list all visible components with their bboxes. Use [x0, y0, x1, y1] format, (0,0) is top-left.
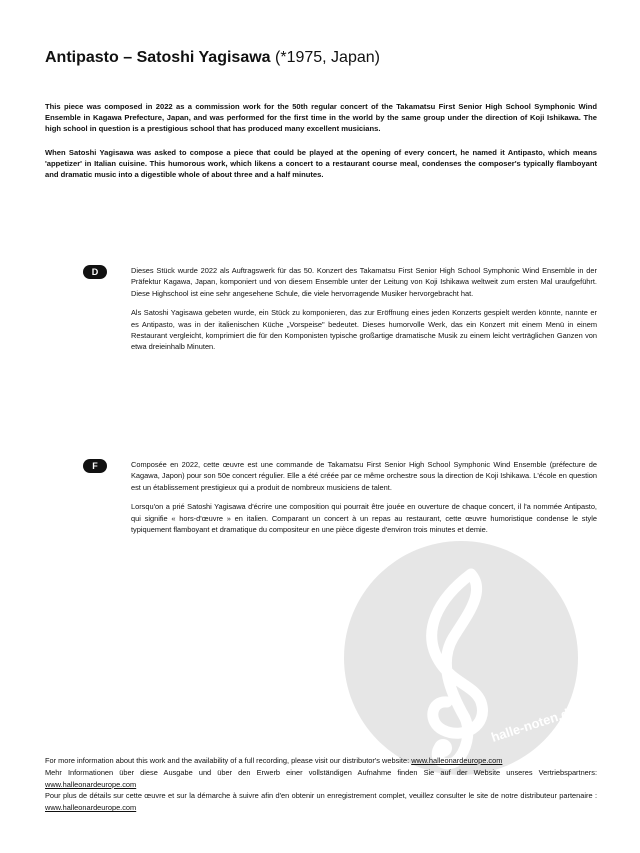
german-language-badge: D — [83, 265, 107, 279]
footer-german — [45, 767, 597, 791]
english-paragraph-1: This piece was composed in 2022 as a commission work for the 50th regular concert of the Takamatsu First Senior High School Symphonic Wind Ensemble in Kagawa Prefecture, Japan, and was performed for the first time in the world by the same group under the direction of Koji Ishikawa. The high school in question is a prestigious school that has produced many excellent musicians. — [45, 102, 597, 134]
footer-french — [45, 790, 597, 814]
footer-english-text: For more information about this work and the availability of a full recording, please visit our distributor's website: — [45, 756, 412, 765]
german-paragraph-1: Dieses Stück wurde 2022 als Auftragswerk für das 50. Konzert des Takamatsu First Senior High School Symphonic Wind Ensemble in der Präfektur Kagawa, Japan, komponiert und von diesem Ensemble unter der Leitung von Koji Ishikawa weltweit zum ersten Mal uraufgeführt. Diese Highschool ist eine sehr angesehene Schule, die viele hervorragende Musiker hervorgebracht hat. — [131, 266, 597, 298]
french-language-badge: F — [83, 459, 107, 473]
footer-english-link[interactable]: www.halleonardeurope.com — [411, 756, 503, 765]
french-paragraph-2: Lorsqu'on a prié Satoshi Yagisawa d'écrire une composition qui pourrait être jouée en ouverture de chaque concert, il l'a nommée Antipasto, qui signifie « hors-d'œuvre » en italien. Comparant un concert à un repas au restaurant, cette œuvre humoristique condense le style typiquement flamboyant et dramatique du compositeur en une pièce digeste d'environ trois minutes et demie. — [131, 502, 597, 535]
french-section — [88, 459, 597, 543]
treble-clef-icon — [343, 540, 579, 776]
german-paragraph-2: Als Satoshi Yagisawa gebeten wurde, ein Stück zu komponieren, das zur Eröffnung eines jeden Konzerts gespielt werden könnte, nannte er es Antipasto, was in der italienischen Küche „Vorspeise" bedeutet. Dieses humorvolle Werk, das ein Konzert mit einem Menü in einem Restaurant vergleicht, komprimiert die für den Komponisten typische großartige dramatische Musik zu einem leicht verträglichen Ganzen von etwa dreieinhalb Minuten. — [131, 308, 597, 352]
page-title — [45, 49, 380, 67]
french-paragraph-1: Composée en 2022, cette œuvre est une commande de Takamatsu First Senior High School Symphonic Wind Ensemble (préfecture de Kagawa, Japon) pour son 50e concert régulier. Elle a été créée par ce même orchestre sous la direction de Koji Ishikawa. L'école en question est un établissement prestigieux qui a produit de nombreux musiciens de talent. — [131, 460, 597, 492]
watermark — [343, 540, 579, 776]
footer-german-text: Mehr Informationen über diese Ausgabe und über den Erwerb einer vollständigen Aufnahme finden Sie auf der Website unseres Vertriebspartners: — [45, 767, 597, 777]
footer-french-text: Pour plus de détails sur cette œuvre et sur la démarche à suivre afin d'en obtenir un enregistrement complet, veuillez consulter le site de notre distributeur partenaire : — [45, 791, 597, 801]
footer-english — [45, 755, 597, 767]
piece-title: Antipasto – Satoshi Yagisawa — [45, 49, 271, 66]
german-section — [88, 265, 597, 361]
english-paragraph-2: When Satoshi Yagisawa was asked to compose a piece that could be played at the opening of every concert, he named it Antipasto, which means 'appetizer' in Italian cuisine. This humorous work, which likens a concert to a restaurant course meal, condenses the composer's typically flamboyant and dramatic music into a digestible whole of about three and a half minutes. — [45, 147, 597, 180]
watermark-text: halle-noten.de — [489, 703, 578, 745]
footer-french-link[interactable]: www.halleonardeurope.com — [45, 803, 137, 813]
footer — [45, 755, 597, 814]
english-section — [45, 101, 597, 192]
composer-year: (*1975, Japan) — [275, 49, 380, 66]
footer-german-link[interactable]: www.halleonardeurope.com — [45, 779, 137, 789]
